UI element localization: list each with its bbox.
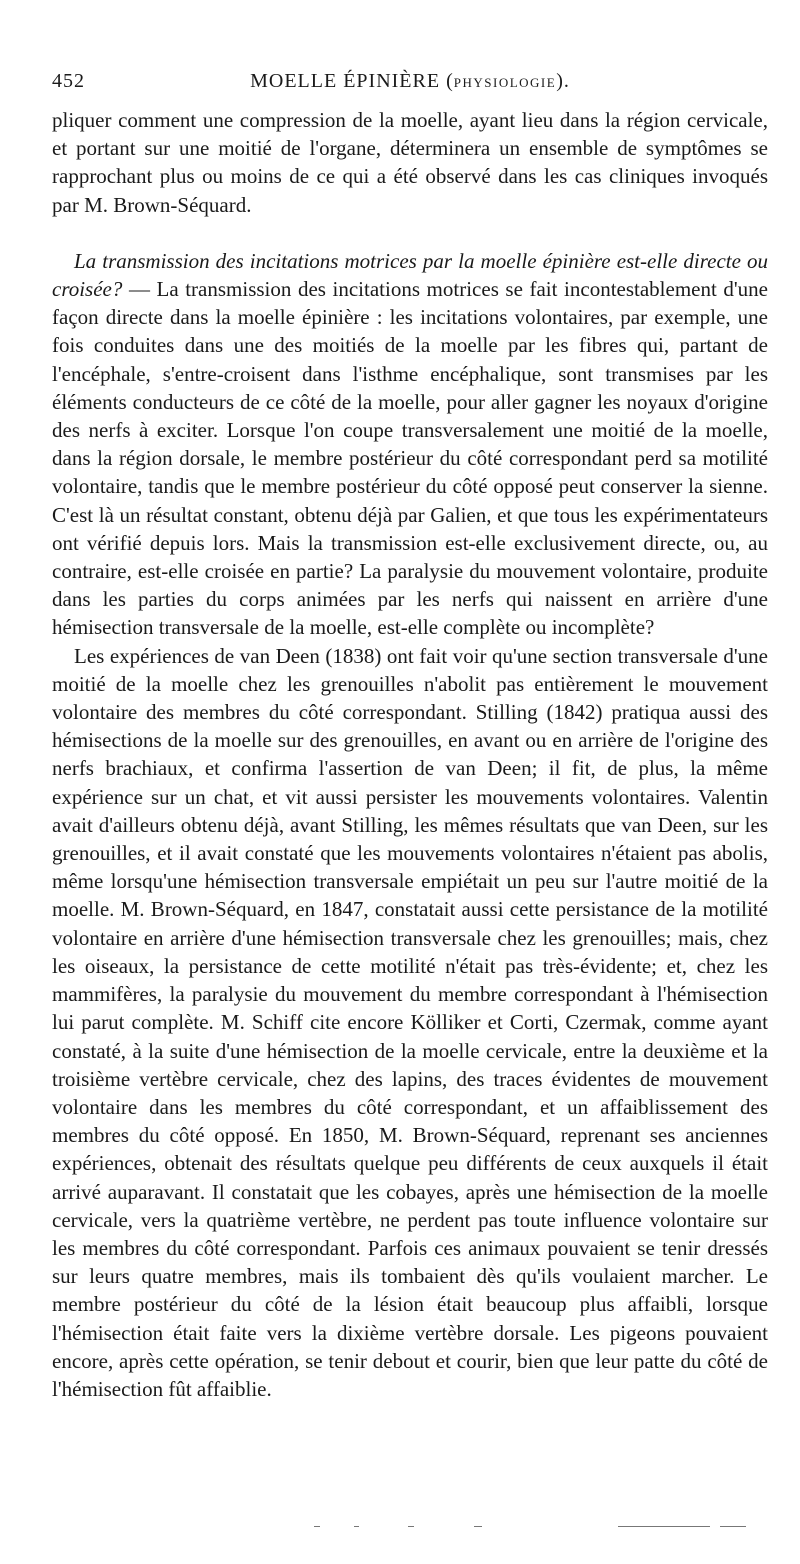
paragraph-experiments: Les expériences de van Deen (1838) ont fait voir qu'une section transversale d'une moitié de la moelle chez les grenouilles n'abolit pas entièrement le mouvement volontaire des membres du côté correspondant. Stilling (1842) pratiqua aussi des hémisections de la moelle sur des grenouilles, en avant ou en arrière de l'origine des nerfs brachiaux, et confirma l'assertion de van Deen; il fit, de plus, la même expérience sur un chat, et vit aussi persister les mouvements volontaires. Valentin avait d'ailleurs obtenu déjà, avant Stilling, les mêmes résultats que van Deen, sur les grenouilles, et il avait constaté que les mouvements volontaires n'étaient pas abolis, même lorsqu'une hémisection transversale empiétait un peu sur l'autre moitié de la moelle. M. Brown-Séquard, en 1847, constatait aussi cette persistance de la motilité volontaire en arrière d'une hémisection transversale chez les grenouilles; mais, chez les oiseaux, la persistance de cette motilité n'était pas très-évidente; et, chez les mammifères, la paralysie du mouvement du membre correspondant à l'hémisection lui parut complète. M. Schiff cite encore Kölliker et Corti, Czermak, comme ayant constaté, à la suite d'une hémisection de la moelle cervicale, entre la deuxième et la troisième vertèbre cervicale, chez des lapins, des traces évidentes de mouvement volontaire dans les membres du côté correspondant, et un affaiblissement des membres du côté opposé. En 1850, M. Brown-Séquard, reprenant ses anciennes expériences, obtenait des résultats quelque peu différents de ceux auxquels il était arrivé auparavant. Il constatait que les cobayes, après une hémisection de la moelle cervicale, vers la quatrième vertèbre, ne perdent pas toute influence volontaire sur les membres du côté correspondant. Parfois ces animaux pouvaient se tenir dressés sur leurs quatre membres, mais ils tombaient dès qu'ils voulaient marcher. Le membre postérieur du côté de la lésion était beaucoup plus affaibli, lorsque l'hémisection était faite vers la dixième vertèbre dorsale. Les pigeons pouvaient encore, après cette opération, se tenir debout et courir, bien que leur patte du côté de l'hémisection fût affaiblie.	[52, 643, 768, 1401]
running-title-subject: PHYSIOLOGIE	[453, 75, 557, 90]
running-title-main: MOELLE ÉPINIÈRE	[250, 70, 441, 92]
book-page	[52, 66, 768, 1403]
footer-print-marks	[300, 1526, 770, 1532]
section-question: La transmission des incitations motrices par la moelle épinière est-elle directe ou croisée?	[52, 248, 768, 302]
body-text	[52, 106, 768, 1403]
section-answer: — La transmission des incitations motrices se fait incontestablement d'une façon directe dans la moelle épinière : les incitations volontaires, par exemple, une fois conduites dans une des moitiés de la moelle par les fibres qui, partant de l'encéphale, s'entre-croisent dans l'isthme encéphalique, sont transmises par les éléments conducteurs de ce côté de la moelle, pour aller gagner les noyaux d'origine des nerfs à exciter. Lorsque l'on coupe transversalement une moitié de la moelle, dans la région dorsale, le membre postérieur du côté correspondant perd sa motilité volontaire, tandis que le membre postérieur du côté opposé peut conserver la sienne. C'est là un résultat constant, obtenu déjà par Galien, et que tous les expérimentateurs ont vérifié depuis lors. Mais la transmission est-elle exclusivement directe, ou, au contraire, est-elle croisée en partie? La paralysie du mouvement volontaire, produite dans les parties du corps animées par les nerfs qui naissent en arrière d'une hémisection transversale de la moelle, est-elle complète ou incomplète?	[52, 277, 768, 640]
running-title-paren-close: ).	[556, 70, 570, 92]
paragraph-transmission	[52, 247, 768, 642]
paragraph-continuation: pliquer comment une compression de la moelle, ayant lieu dans la région cervicale, et portant sur une moitié de l'organe, déterminera un ensemble de symptômes se rapprochant plus ou moins de ce qui a été observé dans les cas cliniques invoqués par M. Brown-Séquard.	[52, 108, 768, 217]
page-number: 452	[52, 70, 85, 92]
section-spacer	[52, 219, 768, 247]
running-title-paren-open: (	[440, 70, 454, 92]
running-title	[52, 70, 768, 93]
running-header	[52, 66, 768, 106]
